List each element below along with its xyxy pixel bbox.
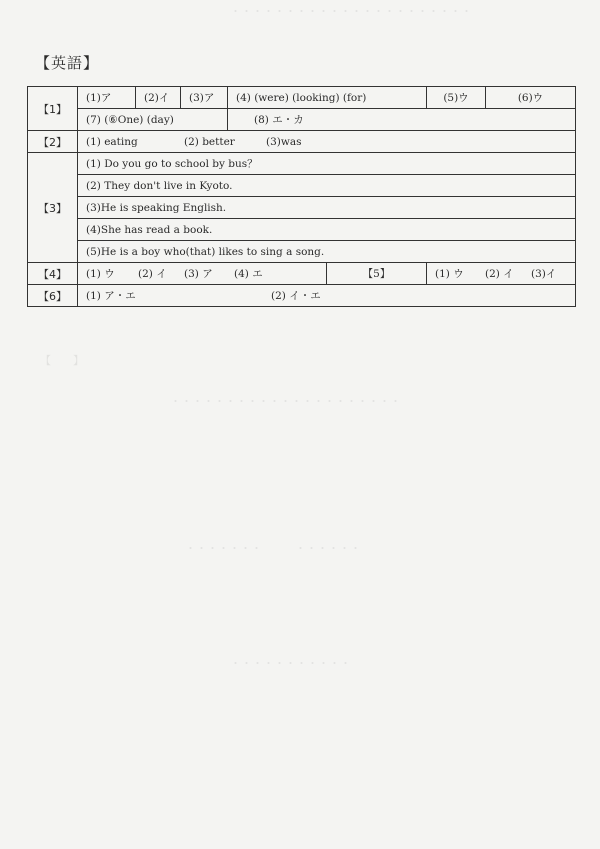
answer-text: (1) ア・エ xyxy=(86,290,136,302)
answer-cell: (1)ア xyxy=(78,87,136,109)
answer-cell: (7) (⑥One) (day) xyxy=(78,109,228,131)
answer-cell xyxy=(78,285,576,307)
answer-cell: (3)ア xyxy=(181,87,228,109)
answer-cell: (2) They don't live in Kyoto. xyxy=(78,175,576,197)
answer-text: (3)was xyxy=(266,135,302,148)
answer-text: (2) better xyxy=(184,135,235,148)
question-label-5: 【5】 xyxy=(327,263,427,285)
answer-cell: (8) エ・カ xyxy=(228,109,576,131)
question-label-2: 【2】 xyxy=(28,131,78,153)
table-row xyxy=(28,87,576,109)
answer-table xyxy=(27,86,576,307)
answer-cell: (5)He is a boy who(that) likes to sing a song. xyxy=(78,241,576,263)
answer-text: (2) イ・エ xyxy=(271,290,321,302)
bleed-through-text: ・・・・・・・・・・・・・・・・・・・・・・ xyxy=(230,5,472,18)
answer-text: (3) ア xyxy=(184,268,213,280)
bleed-through-text: ・・・・・・・・・・・・・・・・・・・・・ xyxy=(170,395,401,408)
bleed-through-text: 【 】 xyxy=(40,354,84,367)
answer-cell: (5)ウ xyxy=(427,87,486,109)
table-row xyxy=(28,241,576,263)
bleed-through-text: ・・・・・・・・・・・ xyxy=(230,657,351,670)
table-row xyxy=(28,175,576,197)
answer-cell xyxy=(78,131,576,153)
answer-cell: (1) Do you go to school by bus？ xyxy=(78,153,576,175)
answer-text: (2) イ xyxy=(138,268,167,280)
table-row xyxy=(28,219,576,241)
question-label-6: 【6】 xyxy=(28,285,78,307)
answer-text: (1) ウ xyxy=(435,268,464,280)
answer-text: (2) イ xyxy=(485,268,514,280)
answer-cell xyxy=(427,263,576,285)
question-label-3: 【3】 xyxy=(28,153,78,263)
table-row xyxy=(28,285,576,307)
answer-text: (1) ウ xyxy=(86,268,115,280)
question-label-4: 【4】 xyxy=(28,263,78,285)
section-title: 【英語】 xyxy=(35,54,100,72)
answer-text: (1) eating xyxy=(86,135,138,148)
table-row xyxy=(28,197,576,219)
answer-cell: (6)ウ xyxy=(486,87,576,109)
table-row xyxy=(28,263,576,285)
answer-cell: (3)He is speaking English. xyxy=(78,197,576,219)
answer-cell xyxy=(78,263,327,285)
answer-cell: (2)イ xyxy=(136,87,181,109)
table-row xyxy=(28,153,576,175)
answer-cell: (4)She has read a book. xyxy=(78,219,576,241)
answer-text: (4) エ xyxy=(234,268,263,280)
answer-text: (3)イ xyxy=(531,268,557,280)
table-row xyxy=(28,109,576,131)
question-label-1: 【1】 xyxy=(28,87,78,131)
table-row xyxy=(28,131,576,153)
answer-cell: (4) (were) (looking) (for) xyxy=(228,87,427,109)
bleed-through-text: ・・・・・・・ ・・・・・・ xyxy=(185,542,361,555)
